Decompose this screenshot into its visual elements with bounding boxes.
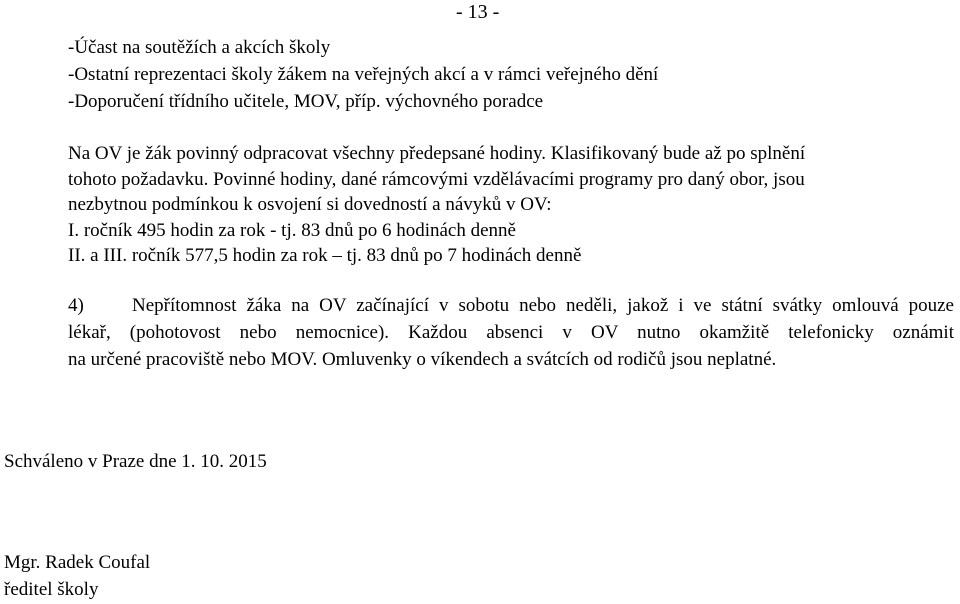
approval-date: Schváleno v Praze dne 1. 10. 2015 [4, 451, 267, 472]
hours-second-third-year: II. a III. ročník 577,5 hodin za rok – tj. 83 dnů po 7 hodinách denně [68, 245, 582, 266]
bullet-competitions: -Účast na soutěžích a akcích školy [68, 37, 331, 58]
section-line: Nepřítomnost žáka na OV začínající v sobotu nebo neděli, jakož i ve státní svátky omlouvá pouze [132, 295, 954, 316]
page-number: - 13 - [456, 1, 500, 23]
section-number: 4) [68, 295, 84, 316]
paragraph-line: tohoto požadavku. Povinné hodiny, dané rámcovými vzdělávacími programy pro daný obor, jsou [68, 169, 805, 190]
paragraph-line: nezbytnou podmínkou k osvojení si dovedností a návyků v OV: [68, 194, 552, 215]
bullet-recommendation: -Doporučení třídního učitele, MOV, příp. výchovného poradce [68, 91, 544, 112]
bullet-representation: -Ostatní reprezentaci školy žákem na veřejných akcí a v rámci veřejného dění [68, 64, 659, 85]
paragraph-line: Na OV je žák povinný odpracovat všechny předepsané hodiny. Klasifikovaný bude až po splnění [68, 143, 806, 164]
section-line: na určené pracoviště nebo MOV. Omluvenky o víkendech a svátcích od rodičů jsou neplatné. [68, 349, 777, 370]
signatory-title: ředitel školy [4, 579, 99, 600]
hours-first-year: I. ročník 495 hodin za rok - tj. 83 dnů po 6 hodinách denně [68, 220, 516, 241]
section-line: lékař, (pohotovost nebo nemocnice). Každou absenci v OV nutno okamžitě telefonicky oznámit [68, 322, 954, 343]
signatory-name: Mgr. Radek Coufal [4, 552, 151, 573]
